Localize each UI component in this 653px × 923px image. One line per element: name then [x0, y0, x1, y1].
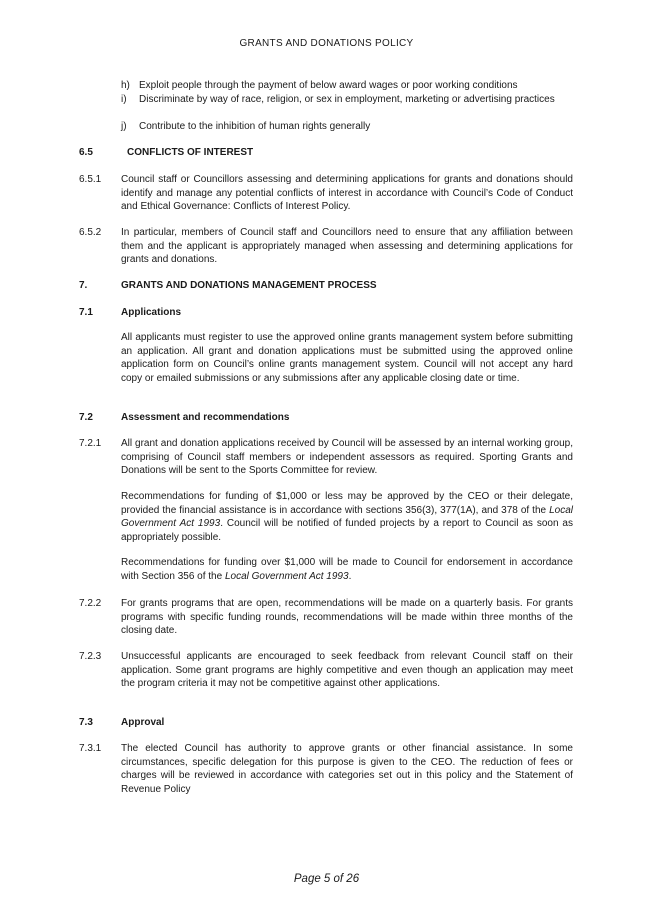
section-heading: Approval [121, 717, 165, 728]
act-title: Local Government Act 1993 [224, 570, 349, 582]
clause-number: 6.5.2 [79, 227, 102, 238]
section-number: 7.1 [79, 307, 93, 318]
page-footer: Page 5 of 26 [293, 873, 360, 885]
clause-number: 7.3.1 [79, 743, 102, 754]
section-heading: GRANTS AND DONATIONS MANAGEMENT PROCESS [121, 280, 377, 291]
section-heading: Applications [121, 307, 182, 318]
text-run: . Council will be notified of funded projects by a report to Council as soon as appropriately possible. [121, 518, 573, 543]
clause-text: All grant and donation applications received by Council will be assessed by an internal working group, comprising of Council staff members or independent assessors as required. Sporting Grants and Donations will be sent to the Sports Committee for review. [121, 438, 573, 476]
clause-number: 7.2.3 [79, 651, 102, 662]
clause-number: 6.5.1 [79, 174, 102, 185]
clause-number: 7.2.1 [79, 438, 102, 449]
clause-text: Unsuccessful applicants are encouraged to seek feedback from relevant Council staff on their application. Some grant programs are highly competitive and even though an application may meet the program criteria it may not be competitive against other applications. [121, 651, 573, 689]
clause-text: In particular, members of Council staff and Councillors need to ensure that any affiliation between them and the applicant is appropriately managed when assessing and determining applications for grants and donations. [121, 227, 573, 265]
section-heading: CONFLICTS OF INTEREST [127, 147, 254, 158]
clause-number: 7.2.2 [79, 598, 102, 609]
clause-text: For grants programs that are open, recommendations will be made on a quarterly basis. For grants programs with specific funding rounds, recommendations will be made within three months of the closing date. [121, 598, 573, 636]
section-text: All applicants must register to use the approved online grants management system before submitting an application. All grant and donation applications must be submitted using the approved online application form on Council’s online grants management system. Council will not accept any hard copy or emailed submissions or any submissions after any applicable closing date or time. [121, 332, 573, 384]
section-heading: Assessment and recommendations [121, 412, 290, 423]
list-text: Contribute to the inhibition of human rights generally [139, 121, 371, 132]
text-run: . [348, 570, 352, 582]
clause-paragraph [121, 556, 573, 583]
text-run: Recommendations for funding over $1,000 will be made to Council for endorsement in accordance with Section 356 of the [121, 557, 573, 582]
clause-text: The elected Council has authority to approve grants or other financial assistance. In some circumstances, specific delegation for this purpose is given to the CEO. The reduction of fees or charges will be reviewed in accordance with categories set out in this policy and the Statement of Revenue Policy [121, 743, 573, 795]
section-number: 7. [79, 280, 88, 291]
list-text: Discriminate by way of race, religion, or sex in employment, marketing or advertising practices [139, 94, 555, 105]
section-number: 7.2 [79, 412, 93, 423]
clause-paragraph [121, 490, 573, 544]
list-marker: j) [121, 121, 127, 132]
page-header: GRANTS AND DONATIONS POLICY [239, 38, 414, 49]
act-title: Local Government Act 1993 [121, 504, 573, 529]
list-marker: h) [121, 80, 130, 91]
text-run: Recommendations for funding of $1,000 or less may be approved by the CEO or their delegate, provided the financial assistance is in accordance with sections 356(3), 377(1A), and 378 of the [121, 491, 573, 516]
list-marker: i) [121, 94, 127, 105]
clause-text: Council staff or Councillors assessing and determining applications for grants and donations should identify and manage any potential conflicts of interest in accordance with Council’s Code of Conduct and Ethical Governance: Conflicts of Interest Policy. [121, 174, 573, 212]
section-number: 7.3 [79, 717, 93, 728]
section-number: 6.5 [79, 147, 93, 158]
list-text: Exploit people through the payment of below award wages or poor working conditions [139, 80, 518, 91]
